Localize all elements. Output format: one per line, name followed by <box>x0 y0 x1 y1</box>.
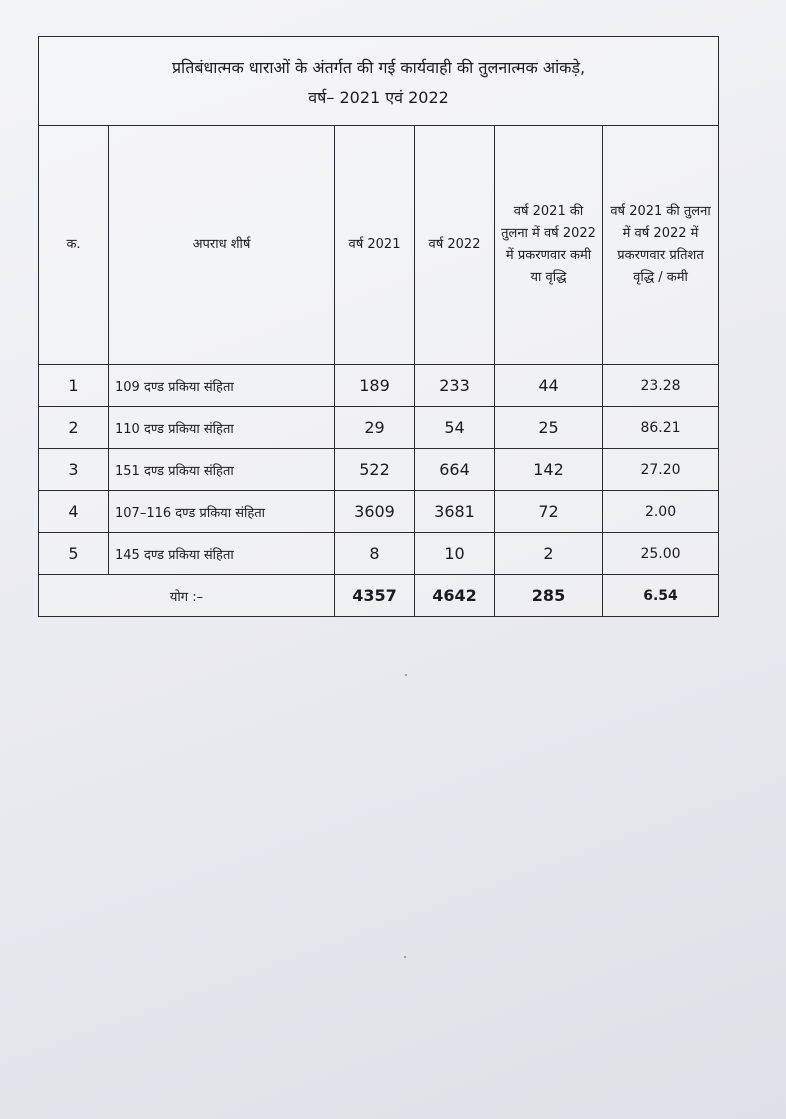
title-row <box>39 37 719 126</box>
cell-head: 110 दण्ड प्रकिया संहिता <box>109 407 335 449</box>
cell-2022: 664 <box>415 449 495 491</box>
cell-2022: 10 <box>415 533 495 575</box>
title-line-1: प्रतिबंधात्मक धाराओं के अंतर्गत की गई कार्यवाही की तुलनात्मक आंकड़े, <box>171 58 586 77</box>
total-change: 285 <box>495 575 603 617</box>
col-header-2021: वर्ष 2021 <box>335 126 415 365</box>
table-title <box>39 37 719 126</box>
col-header-serial: क. <box>39 126 109 365</box>
paper-speck <box>404 956 406 958</box>
cell-serial: 2 <box>39 407 109 449</box>
cell-2021: 29 <box>335 407 415 449</box>
table-row <box>39 533 719 575</box>
cell-2022: 3681 <box>415 491 495 533</box>
cell-percent: 25.00 <box>603 533 719 575</box>
cell-serial: 1 <box>39 365 109 407</box>
title-line-2: वर्ष– 2021 एवं 2022 <box>308 88 449 107</box>
data-sheet <box>38 36 718 617</box>
cell-head: 109 दण्ड प्रकिया संहिता <box>109 365 335 407</box>
cell-head: 151 दण्ड प्रकिया संहिता <box>109 449 335 491</box>
table-body <box>39 365 719 575</box>
table-row <box>39 365 719 407</box>
cell-2022: 54 <box>415 407 495 449</box>
col-header-change: वर्ष 2021 की तुलना में वर्ष 2022 में प्रकरणवार कमी या वृद्धि <box>495 126 603 365</box>
cell-2021: 3609 <box>335 491 415 533</box>
cell-change: 72 <box>495 491 603 533</box>
cell-head: 145 दण्ड प्रकिया संहिता <box>109 533 335 575</box>
total-percent: 6.54 <box>603 575 719 617</box>
comparison-table <box>38 36 719 617</box>
cell-head: 107–116 दण्ड प्रकिया संहिता <box>109 491 335 533</box>
total-row <box>39 575 719 617</box>
total-label: योग :– <box>39 575 335 617</box>
cell-serial: 5 <box>39 533 109 575</box>
cell-2021: 189 <box>335 365 415 407</box>
header-row <box>39 126 719 365</box>
col-header-head: अपराध शीर्ष <box>109 126 335 365</box>
cell-percent: 2.00 <box>603 491 719 533</box>
cell-percent: 27.20 <box>603 449 719 491</box>
col-header-percent: वर्ष 2021 की तुलना में वर्ष 2022 में प्रकरणवार प्रतिशत वृद्धि / कमी <box>603 126 719 365</box>
total-2021: 4357 <box>335 575 415 617</box>
cell-change: 2 <box>495 533 603 575</box>
total-2022: 4642 <box>415 575 495 617</box>
cell-change: 25 <box>495 407 603 449</box>
cell-serial: 4 <box>39 491 109 533</box>
cell-2021: 8 <box>335 533 415 575</box>
paper-speck <box>405 674 407 676</box>
table-row <box>39 407 719 449</box>
cell-serial: 3 <box>39 449 109 491</box>
cell-2021: 522 <box>335 449 415 491</box>
table-row <box>39 491 719 533</box>
cell-change: 142 <box>495 449 603 491</box>
cell-2022: 233 <box>415 365 495 407</box>
cell-percent: 86.21 <box>603 407 719 449</box>
cell-percent: 23.28 <box>603 365 719 407</box>
col-header-2022: वर्ष 2022 <box>415 126 495 365</box>
table-row <box>39 449 719 491</box>
cell-change: 44 <box>495 365 603 407</box>
